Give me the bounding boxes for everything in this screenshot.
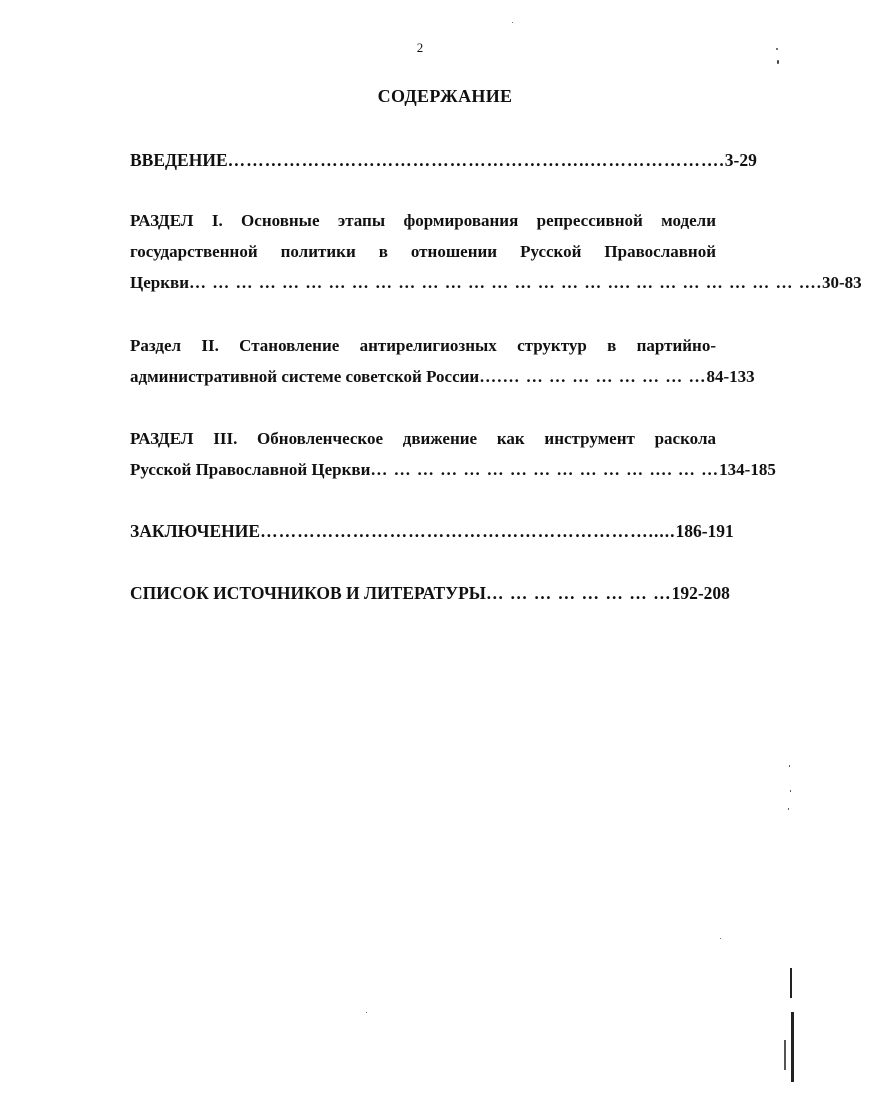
page-number: 2 (416, 40, 424, 55)
toc-entry-line: РАЗДЕЛ III. Обновленческое движение как инструмент раскола (130, 429, 716, 448)
toc-leader-dots: … … … … … … … … … … … … … … … … … … …. … … … … … … … …. (189, 273, 822, 292)
toc-page-range: 84-133 (706, 367, 755, 386)
toc-entry-introduction[interactable] (130, 145, 757, 176)
toc-entry-title: Русской Православной Церкви (130, 460, 371, 479)
scan-speck (777, 60, 779, 64)
scan-speck (720, 938, 721, 939)
toc-entry-title: Церкви (130, 273, 189, 292)
toc-entry-section-1[interactable] (130, 205, 862, 298)
scan-speck (512, 22, 513, 23)
toc-leader-dots: …………………………………………………..…………………. (227, 150, 725, 170)
scan-speck (776, 48, 778, 50)
toc-entry-title: ВВЕДЕНИЕ (130, 150, 228, 170)
scan-speck (789, 765, 790, 767)
toc-entry-section-2[interactable] (130, 330, 755, 392)
toc-entry-title: СПИСОК ИСТОЧНИКОВ И ЛИТЕРАТУРЫ (130, 583, 486, 603)
toc-leader-dots: … … … … … … … … (485, 583, 672, 603)
toc-page-range: 30-83 (822, 273, 862, 292)
toc-entry-conclusion[interactable] (130, 516, 734, 547)
scan-speck (788, 808, 789, 810)
toc-entry-section-3[interactable] (130, 423, 776, 485)
scan-speck (790, 790, 791, 792)
toc-entry-bibliography[interactable] (130, 578, 730, 609)
toc-leader-dots: ………………………………………………………..... (260, 521, 676, 541)
toc-page-range: 186-191 (675, 521, 734, 541)
scan-edge-mark (784, 1040, 786, 1070)
toc-entry-title: административной системе советской России (130, 367, 480, 386)
toc-entry-line: Раздел II. Становление антирелигиозных структур в партийно- (130, 336, 716, 355)
toc-entry-title: ЗАКЛЮЧЕНИЕ (130, 521, 261, 541)
scan-edge-mark (790, 968, 792, 998)
page-title: СОДЕРЖАНИЕ (377, 86, 513, 106)
toc-leader-dots: … … … … … … … … … … … … …. … … (370, 460, 720, 479)
toc-page-range: 134-185 (719, 460, 776, 479)
toc-leader-dots: ….… … … … … … … … … (479, 367, 707, 386)
scan-edge-mark (791, 1012, 794, 1082)
scan-speck (366, 1012, 367, 1013)
toc-page-range: 192-208 (671, 583, 730, 603)
toc-page-range: 3-29 (724, 150, 757, 170)
toc-entry-line: государственной политики в отношении Русской Православной (130, 242, 716, 261)
toc-entry-line: РАЗДЕЛ I. Основные этапы формирования репрессивной модели (130, 211, 716, 230)
